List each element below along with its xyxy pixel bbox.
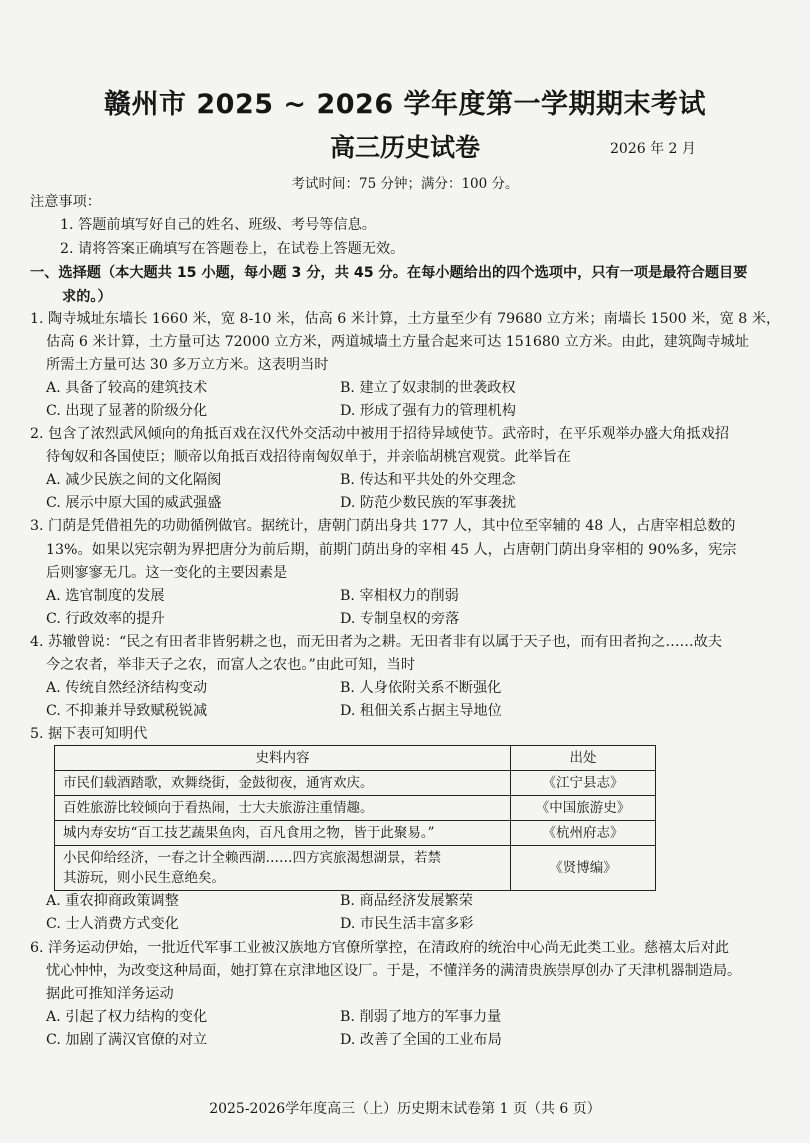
question-3-option-a: A. 选官制度的发展 (46, 588, 165, 604)
question-4-option-c: C. 不抑兼并导致赋税锐减 (46, 703, 208, 719)
table-cell-line: 小民仰给经济，一春之计全赖西湖……四方宾旅渴想湖景，若禁 (63, 850, 441, 866)
table-cell-line: 其游玩，则小民生意绝矣。 (63, 870, 225, 886)
question-1-option-a: A. 具备了较高的建筑技术 (46, 380, 208, 396)
table-header-content: 史料内容 (55, 746, 511, 771)
question-4-stem: 今之农者，举非天子之农，而富人之农也。”由此可知，当时 (46, 657, 416, 673)
table-cell-source: 《江宁县志》 (511, 771, 656, 796)
table-header-source: 出处 (511, 746, 656, 771)
section-heading: 一、选择题（本大题共 15 小题，每小题 3 分，共 45 分。在每小题给出的四个选项中，只有一项是最符合题目要 (30, 265, 748, 281)
table-row (55, 821, 656, 846)
question-4-option-a: A. 传统自然经济结构变动 (46, 680, 208, 696)
table-header-row (55, 746, 656, 771)
question-5-option-b: B. 商品经济发展繁荣 (340, 893, 473, 909)
question-2-stem: 待匈奴和各国使臣；顺帝以角抵百戏招待南匈奴单于，并亲临胡桃宫观赏。此举旨在 (46, 449, 571, 465)
question-6-stem: 忧心忡忡，为改变这种局面，她打算在京津地区设厂。于是，不懂洋务的满清贵族崇厚创办了天津机器制造局。 (46, 963, 742, 979)
question-2-option-d: D. 防范少数民族的军事袭扰 (340, 495, 516, 511)
source-table (54, 745, 656, 891)
table-cell-content: 城内寿安坊“百工技艺蔬果鱼肉，百凡食用之物，皆于此聚易。” (55, 821, 511, 846)
table-row (55, 846, 656, 891)
table-cell-content: 百姓旅游比较倾向于看热闹，士大夫旅游注重情趣。 (55, 796, 511, 821)
question-6-option-b: B. 削弱了地方的军事力量 (340, 1009, 502, 1025)
question-1-option-c: C. 出现了显著的阶级分化 (46, 403, 208, 419)
table-cell-source: 《杭州府志》 (511, 821, 656, 846)
notes-heading: 注意事项： (30, 194, 101, 210)
exam-date: 2026 年 2 月 (610, 141, 696, 157)
question-3-option-c: C. 行政效率的提升 (46, 611, 165, 627)
question-5-option-d: D. 市民生活丰富多彩 (340, 916, 474, 932)
table-cell-content: 市民们载酒踏歌，欢舞绕街，金鼓彻夜，通宵欢庆。 (55, 771, 511, 796)
question-5-option-c: C. 士人消费方式变化 (46, 916, 179, 932)
question-2-option-b: B. 传达和平共处的外交理念 (340, 472, 516, 488)
question-4-stem: 4. 苏辙曾说：“民之有田者非皆躬耕之也，而无田者为之耕。无田者非有以属于天子也，而有田者拘之……故夫 (30, 634, 723, 650)
exam-info: 考试时间：75 分钟；满分：100 分。 (291, 176, 519, 192)
question-1-option-b: B. 建立了奴隶制的世袭政权 (340, 380, 516, 396)
question-4-option-b: B. 人身依附关系不断强化 (340, 680, 502, 696)
question-2-option-a: A. 减少民族之间的文化隔阂 (46, 472, 222, 488)
section-heading-cont: 求的。） (62, 289, 112, 305)
table-row (55, 796, 656, 821)
table-cell-source: 《中国旅游史》 (511, 796, 656, 821)
note-item: 2. 请将答案正确填写在答题卷上，在试卷上答题无效。 (60, 241, 405, 257)
question-3-stem: 3. 门荫是凭借祖先的功勋循例做官。据统计，唐朝门荫出身共 177 人，其中位至宰辅的 48 人，占唐宰相总数的 (30, 518, 736, 534)
question-1-option-d: D. 形成了强有力的管理机构 (340, 403, 516, 419)
table-cell-content (55, 846, 511, 891)
question-1-stem: 所需土方量可达 30 多万立方米。这表明当时 (46, 357, 329, 373)
page-footer: 2025-2026学年度高三（上）历史期末试卷第 1 页（共 6 页） (209, 1101, 601, 1117)
note-item: 1. 答题前填写好自己的姓名、班级、考号等信息。 (60, 217, 376, 233)
question-2-stem: 2. 包含了浓烈武风倾向的角抵百戏在汉代外交活动中被用于招待异域使节。武帝时，在平乐观举办盛大角抵戏招 (30, 426, 730, 442)
question-6-option-d: D. 改善了全国的工业布局 (340, 1032, 502, 1048)
table-cell-source: 《贤博编》 (511, 846, 656, 891)
exam-title: 赣州市 2025 ~ 2026 学年度第一学期期末考试 (103, 89, 706, 120)
question-5-option-a: A. 重农抑商政策调整 (46, 893, 179, 909)
table-row (55, 771, 656, 796)
question-3-stem: 后则寥寥无几。这一变化的主要因素是 (46, 565, 288, 581)
question-6-option-a: A. 引起了权力结构的变化 (46, 1009, 208, 1025)
question-3-stem: 13%。如果以宪宗朝为界把唐分为前后期，前期门荫出身的宰相 45 人，占唐朝门荫出身宰相的 90%多，宪宗 (46, 542, 737, 558)
question-5-stem: 5. 据下表可知明代 (30, 726, 148, 742)
question-1-stem: 1. 陶寺城址东墙长 1660 米，宽 8-10 米，估高 6 米计算，土方量至少有 79680 立方米；南墙长 1500 米，宽 8 米， (30, 311, 781, 327)
question-2-option-c: C. 展示中原大国的威武强盛 (46, 495, 222, 511)
question-6-stem: 据此可推知洋务运动 (46, 986, 174, 1002)
exam-subtitle: 高三历史试卷 (330, 133, 481, 162)
question-6-stem: 6. 洋务运动伊始，一批近代军事工业被汉族地方官僚所掌控，在清政府的统治中心尚无此类工业。慈禧太后对此 (30, 940, 730, 956)
question-4-option-d: D. 租佃关系占据主导地位 (340, 703, 502, 719)
question-3-option-d: D. 专制皇权的旁落 (340, 611, 460, 627)
question-6-option-c: C. 加剧了满汉官僚的对立 (46, 1032, 208, 1048)
question-3-option-b: B. 宰相权力的削弱 (340, 588, 459, 604)
question-1-stem: 估高 6 米计算，土方量可达 72000 立方米，两道城墙土方量合起来可达 151680 立方米。由此，建筑陶寺城址 (46, 334, 749, 350)
